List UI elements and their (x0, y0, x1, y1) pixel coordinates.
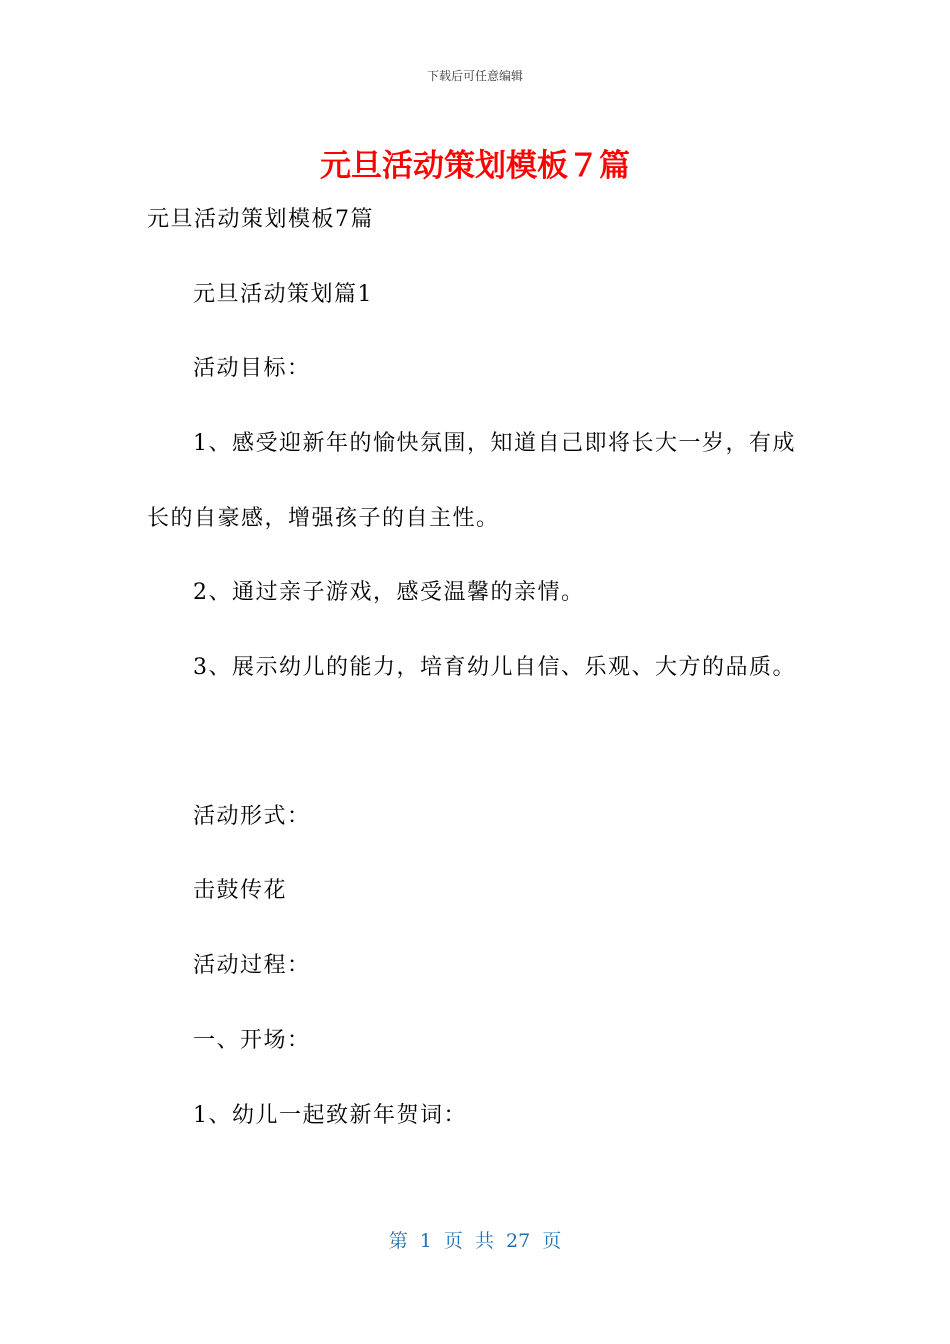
paragraph: 1、幼儿一起致新年贺词： (193, 1103, 467, 1128)
paragraph: 一、开场： (193, 1028, 311, 1053)
paragraph: 长的自豪感，增强孩子的自主性。 (147, 506, 500, 531)
paragraph: 活动目标： (193, 356, 311, 381)
paragraph: 活动过程： (193, 953, 311, 978)
paragraph: 活动形式： (193, 804, 311, 829)
paragraph: 2、通过亲子游戏，感受温馨的亲情。 (193, 580, 585, 605)
page-number-footer: 第 1 页 共 27 页 (388, 1230, 562, 1252)
doc-subtitle: 元旦活动策划模板7篇 (147, 207, 374, 232)
document-title: 元旦活动策划模板７篇 (320, 148, 630, 184)
paragraph: 3、展示幼儿的能力，培育幼儿自信、乐观、大方的品质。 (193, 655, 796, 680)
paragraph: 击鼓传花 (193, 878, 288, 903)
header-note: 下载后可任意编辑 (426, 69, 523, 83)
section-heading: 元旦活动策划篇1 (193, 282, 373, 307)
paragraph: 1、感受迎新年的愉快氛围，知道自己即将长大一岁，有成 (193, 431, 796, 456)
